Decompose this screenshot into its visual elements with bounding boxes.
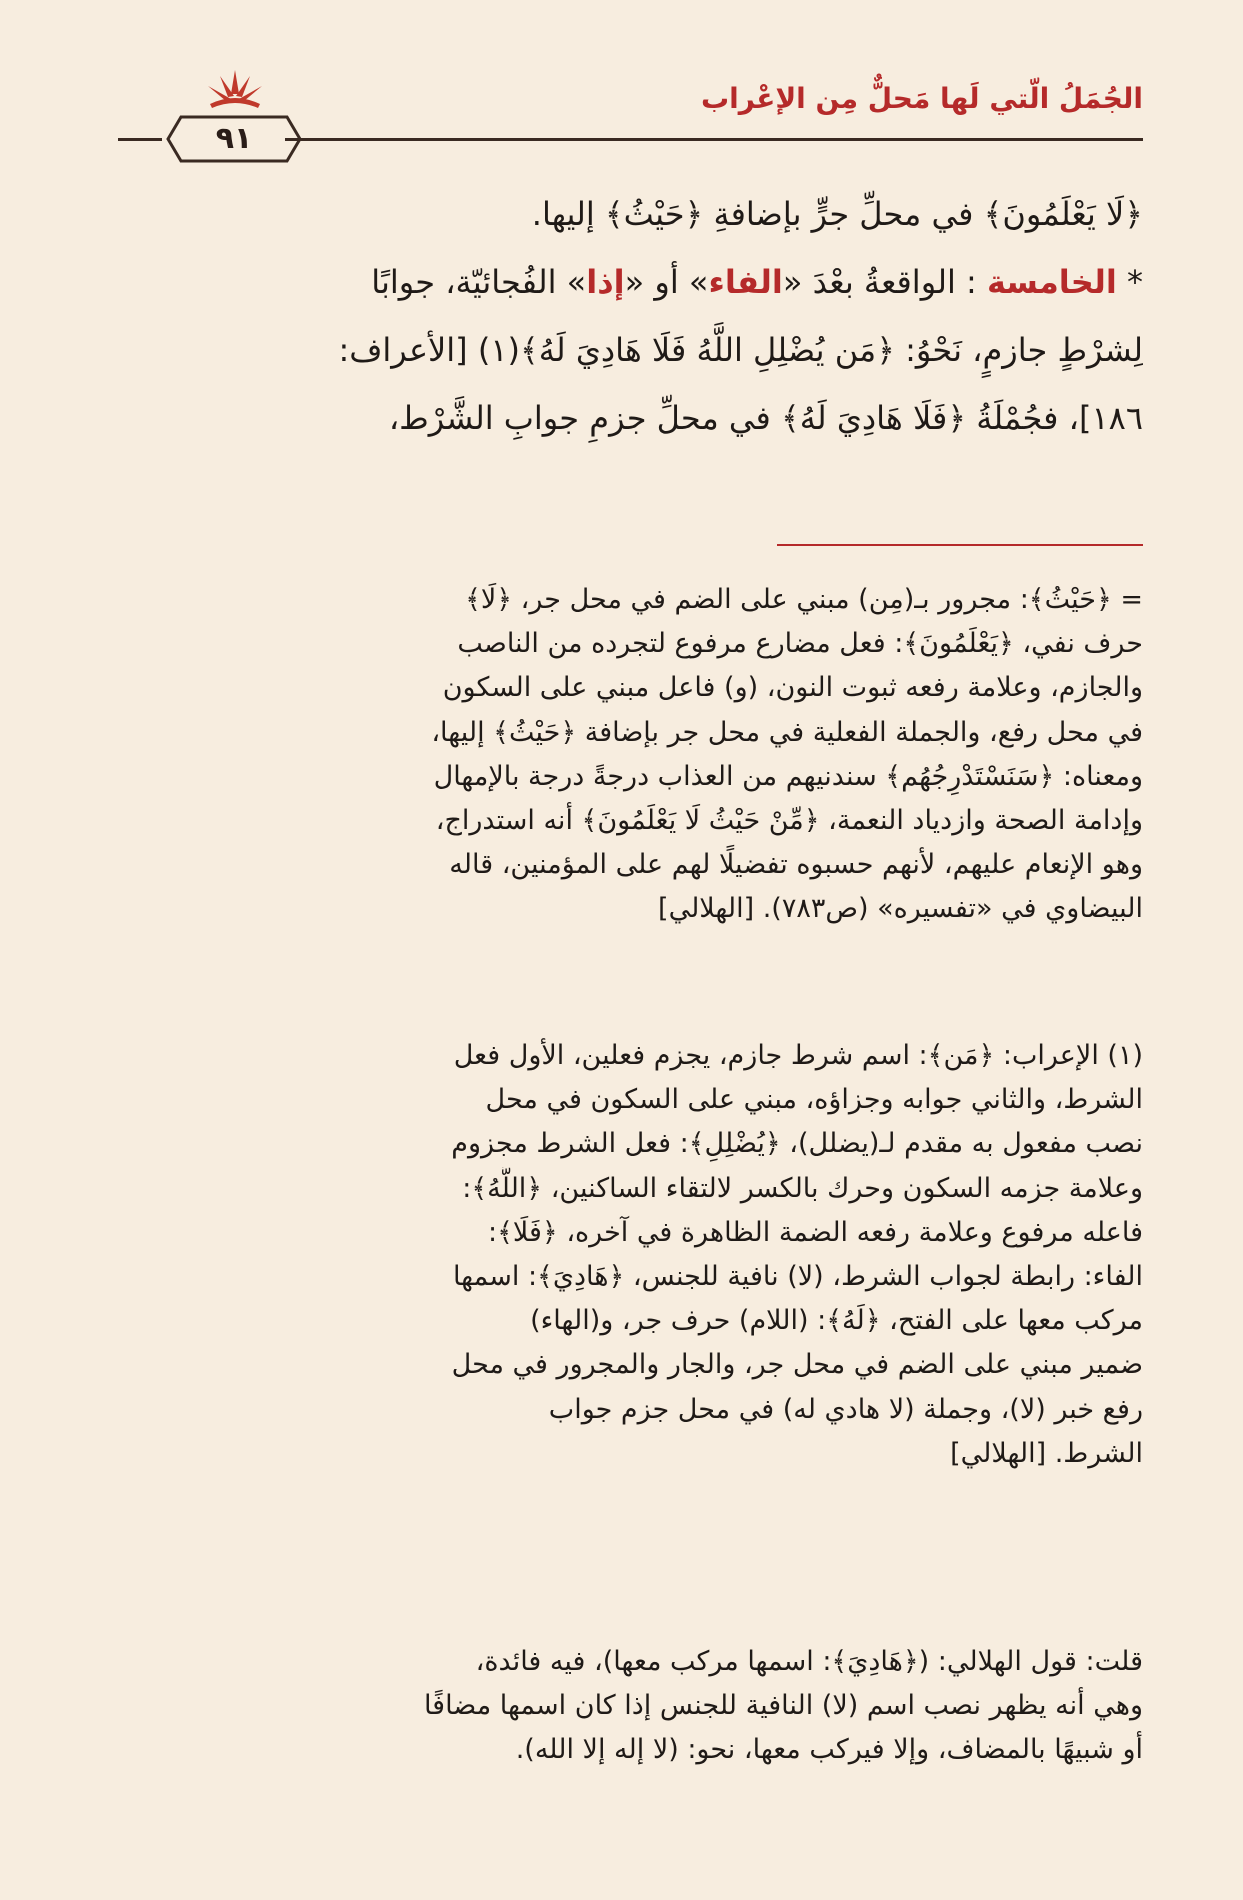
running-header-title: الجُمَلُ الّتي لَها مَحلٌّ مِن الإعْراب	[701, 82, 1143, 115]
note-line: قلت: قول الهلالي: (﴿هَادِيَ﴾: اسمها مركب معها)، فيه فائدة،	[475, 1646, 1143, 1677]
bullet-icon: *	[1127, 263, 1143, 301]
note-line: وعلامة جزمه السكون وحرك بالكسر لالتقاء الساكنين، ﴿اللَّهُ﴾:	[462, 1172, 1143, 1204]
footnote-continuation	[138, 578, 1143, 932]
page-number-frame	[165, 114, 303, 164]
note-line: (١) الإعراب: ﴿مَن﴾: اسم شرط جازم، يجزم فعلين، الأول فعل	[453, 1040, 1143, 1071]
main-line: لِشرْطٍ جازمٍ، نَحْوُ: ﴿مَن يُضْلِلِ اللَّهُ فَلَا هَادِيَ لَهُ﴾(١) [الأعراف:	[338, 331, 1143, 369]
note-line: = ﴿حَيْثُ﴾: مجرور بـ(مِن) مبني على الضم في محل جر، ﴿لَا﴾	[465, 584, 1143, 615]
main-line-rest: : الواقعةُ بعْدَ «الفاء» أو «إذا» الفُجائيّة، جوابًا	[371, 263, 977, 301]
note-line: ومعناه: ﴿سَنَسْتَدْرِجُهُم﴾ سندنيهم من العذاب درجةً درجة بالإمهال	[433, 760, 1143, 792]
author-note	[138, 1640, 1143, 1773]
note-line: نصب مفعول به مقدم لـ(يضلل)، ﴿يُضْلِلِ﴾: فعل الشرط مجزوم	[451, 1128, 1143, 1160]
note-line: وهو الإنعام عليهم، لأنهم حسبوه تفضيلًا لهم على المؤمنين، قاله	[449, 849, 1143, 881]
note-line: الشرط. [الهلالي]	[950, 1437, 1143, 1469]
main-line	[98, 248, 1143, 316]
note-line: ضمير مبني على الضم في محل جر، والجار والمجرور في محل	[451, 1349, 1143, 1381]
section-heading-khamisa: الخامسة	[986, 263, 1117, 301]
note-line: أو شبيهًا بالمضاف، وإلا فيركب معها، نحو: (لا إله إلا الله).	[515, 1734, 1143, 1766]
page-number: ٩١	[215, 121, 253, 156]
note-line: حرف نفي، ﴿يَعْلَمُونَ﴾: فعل مضارع مرفوع لتجرده من الناصب	[457, 628, 1143, 660]
note-line: والجازم، وعلامة رفعه ثبوت النون، (و) فاعل مبني على السكون	[442, 672, 1143, 704]
footnote-1	[138, 1034, 1143, 1476]
note-line: فاعله مرفوع وعلامة رفعه الضمة الظاهرة في آخره، ﴿فَلَا﴾:	[487, 1216, 1143, 1248]
note-line: رفع خبر (لا)، وجملة (لا هادي له) في محل جزم جواب	[548, 1393, 1143, 1425]
note-line: الشرط، والثاني جوابه وجزاؤه، مبني على السكون في محل	[485, 1084, 1143, 1116]
lotus-ornament-icon	[200, 64, 270, 114]
note-line: الفاء: رابطة لجواب الشرط، (لا) نافية للجنس، ﴿هَادِيَ﴾: اسمها	[452, 1260, 1143, 1292]
main-line: ١٨٦]، فجُمْلَةُ ﴿فَلَا هَادِيَ لَهُ﴾ في محلِّ جزمِ جوابِ الشَّرْط،	[388, 399, 1143, 437]
header-rule-left	[118, 138, 162, 141]
header-rule	[285, 138, 1143, 141]
note-line: في محل رفع، والجملة الفعلية في محل جر بإضافة ﴿حَيْثُ﴾ إليها،	[431, 716, 1143, 748]
note-line: مركب معها على الفتح، ﴿لَهُ﴾: (اللام) حرف جر، و(الهاء)	[530, 1305, 1143, 1337]
note-line: البيضاوي في «تفسيره» (ص٧٨٣). [الهلالي]	[658, 893, 1143, 925]
main-text	[98, 180, 1143, 452]
note-line: وهي أنه يظهر نصب اسم (لا) النافية للجنس إذا كان اسمها مضافًا	[423, 1690, 1143, 1722]
note-line: وإدامة الصحة وازدياد النعمة، ﴿مِّنْ حَيْثُ لَا يَعْلَمُونَ﴾ أنه استدراج،	[435, 804, 1143, 836]
main-line: ﴿لَا يَعْلَمُونَ﴾ في محلِّ جرٍّ بإضافةِ ﴿حَيْثُ﴾ إليها.	[531, 195, 1143, 233]
footnote-divider	[777, 544, 1143, 546]
